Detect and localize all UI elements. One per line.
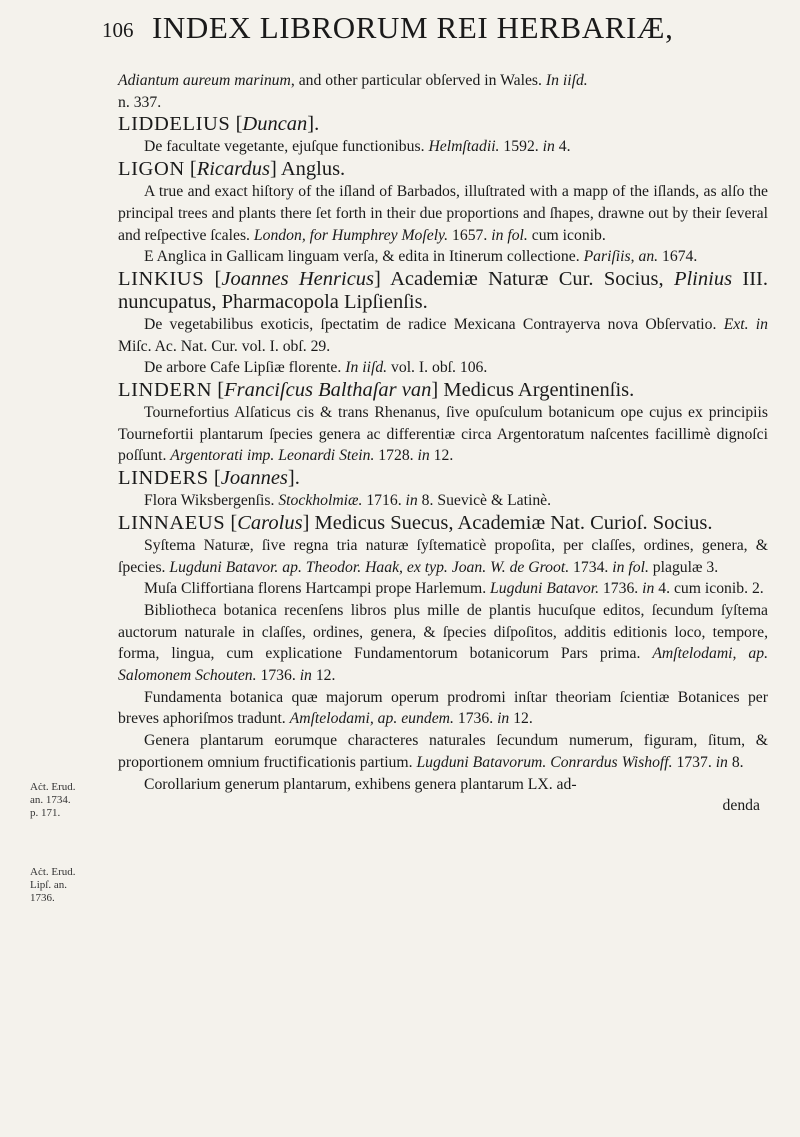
text-liddelius: De facultate vegetante, ejuſque functionibus. Helmſtadii. 1592. in 4.	[144, 138, 571, 156]
entry-linnaeus: LINNAEUS [Carolus] Medicus Suecus, Academiæ Nat. Curioſ. Socius.	[118, 511, 713, 534]
page-number: 106	[102, 18, 134, 42]
entry-liddelius: LIDDELIUS [Duncan].	[118, 113, 320, 136]
text-linnaeus-genera: Genera plantarum eorumque characteres naturales ſecundum numerum, figuram, ſitum, & proportionem omnium fructificationis partium. Lugduni Batavorum. Conrardus Wishoff. 1737. in 8.	[118, 732, 768, 771]
running-title: INDEX LIBRORUM REI HERBARIÆ,	[152, 10, 674, 45]
text-linders: Flora Wiksbergenſis. Stockholmiæ. 1716. in 8. Suevicè & Latinè.	[144, 492, 552, 510]
running-header	[0, 6, 800, 50]
catchword: denda	[722, 797, 760, 815]
text-ligon-1: A true and exact hiſtory of the iſland of Barbados, illuſtrated with a mapp of the iſlands, as alſo the principal trees and plants there ſet forth in their due proportions and ſhapes, drawne out by their ſeveral and reſpective ſcales. London, for Humphrey Moſely. 1657. in fol. cum iconib.	[118, 183, 768, 244]
text-adiantum: Adiantum aureum marinum, and other particular obſerved in Wales. In iiſd. n. 337.	[118, 72, 588, 111]
margin-note-acta-1734: Aċt. Erud. an. 1734. p. 171.	[30, 781, 76, 819]
text-linnaeus-bibliotheca: Bibliotheca botanica recenſens libros plus mille de plantis hucuſque editos, ſecundum ſyſtema auctorum naturale in claſſes, ordines, genera, & ſpecies diſpoſitos, additis editionis loco, tempore, forma, lingua, cum explicatione Fundamentorum botanicorum Pars prima. Amſtelodami, ap. Salomonem Schouten. 1736. in 12.	[118, 601, 768, 685]
entry-lindern: LINDERN [Franciſcus Balthaſar van] Medicus Argentinenſis.	[118, 379, 635, 402]
text-linnaeus-systema: Syſtema Naturæ, ſive regna tria naturæ ſyſtematicè propoſita, per claſſes, ordines, genera, & ſpecies. Lugduni Batavor. ap. Theodor. Haak, ex typ. Joan. W. de Groot. 1734. in fol. plagulæ 3.	[118, 536, 768, 576]
text-linkius-1: De vegetabilibus exoticis, ſpectatim de radice Mexicana Contrayerva nova Obſervatio. Ext. in Miſc. Ac. Nat. Cur. vol. I. obſ. 29.	[118, 315, 768, 355]
entry-ligon: LIGON [Ricardus] Anglus.	[118, 158, 346, 181]
text-ligon-2: E Anglica in Gallicam linguam verſa, & edita in Itinerum collectione. Pariſiis, an. 1674.	[144, 248, 698, 266]
text-linnaeus-musa: Muſa Cliffortiana florens Hartcampi prope Harlemum. Lugduni Batavor. 1736. in 4. cum iconib. 2.	[144, 580, 764, 598]
text-linnaeus-corollarium: Corollarium generum plantarum, exhibens genera plantarum LX. ad-	[144, 775, 577, 793]
text-lindern: Tournefortius Alſaticus cis & trans Rhenanus, ſive opuſculum botanicum ope cujus ex principiis Tournefortii plantarum ſpecies genera ac differentiæ circa Argentoratum naſcentes facillimè dignoſci poſſunt. Argentorati imp. Leonardi Stein. 1728. in 12.	[118, 404, 768, 465]
entry-linkius: LINKIUS [Joannes Henricus] Academiæ Naturæ Cur. Socius, Plinius III. nuncupatus, Pharmacopola Lipſienſis.	[118, 267, 768, 313]
margin-note-acta-1736: Aċt. Erud. Lipſ. an. 1736.	[30, 866, 76, 904]
text-linkius-2: De arbore Cafe Lipſiæ florente. In iiſd. vol. I. obſ. 106.	[144, 359, 488, 377]
entry-linders: LINDERS [Joannes].	[118, 467, 300, 490]
index-body	[118, 70, 768, 817]
text-linnaeus-fundamenta: Fundamenta botanica quæ majorum operum prodromi inſtar theoriam ſcientiæ Botanices per breves aphoriſmos tradunt. Amſtelodami, ap. eundem. 1736. in 12.	[118, 688, 768, 728]
